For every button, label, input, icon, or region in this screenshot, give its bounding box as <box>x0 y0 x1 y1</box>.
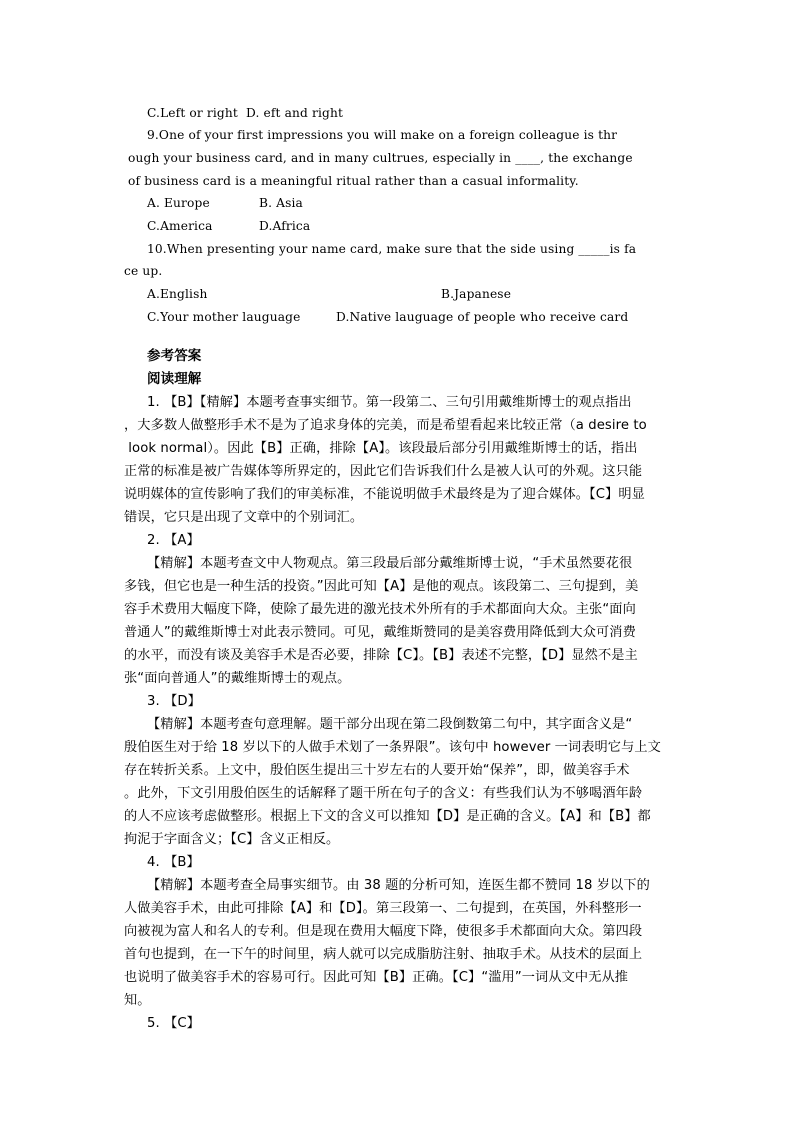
q9-line-3: of business card is a meaningful ritual rather than a casual informality. <box>124 174 579 188</box>
q9-option-d: D.Africa <box>259 219 311 233</box>
q10-line-1: 10.When presenting your name card, make sure that the side using _____is fa <box>147 242 637 256</box>
answer-1-line: 1. 【B】【精解】本题考查事实细节。第一段第二、三句引用戴维斯博士的观点指出 <box>147 395 632 410</box>
answer-3-line: 存在转折关系。上文中，殷伯医生提出三十岁左右的人要开始“保养”，即，做美容手术 <box>124 763 630 778</box>
q9-option-a: A. Europe <box>147 196 210 210</box>
answer-2-line: 多钱，但它也是一种生活的投资。”因此可知【A】是他的观点。该段第二、三句提到，美 <box>124 579 639 594</box>
answer-1-line: 正常的标准是被广告媒体等所界定的，因此它们告诉我们什么是被人认可的外观。这只能 <box>124 464 643 479</box>
answer-1-line: 错误，它只是出现了文章中的个别词汇。 <box>124 510 364 525</box>
answer-2-line: 普通人”的戴维斯博士对此表示赞同。可见，戴维斯赞同的是美容费用降低到大众可消费 <box>124 625 636 640</box>
q10-line-2: ce up. <box>124 264 163 278</box>
answer-1-line: look normal）。因此【B】正确，排除【A】。该段最后部分引用戴维斯博士的话，指出 <box>124 441 638 456</box>
answer-2-line: 的水平，而没有谈及美容手术是否必要，排除【C】。【B】表述不完整，【D】显然不是主 <box>124 648 638 663</box>
answer-5-heading: 5. 【C】 <box>147 1016 200 1031</box>
answer-4-line: 【精解】本题考查全局事实细节。由 38 题的分析可知，连医生都不赞同 18 岁以下的 <box>147 878 650 893</box>
answer-1-line: ，大多数人做整形手术不是为了追求身体的完美，而是希望看起来比较正常（a desire to <box>124 418 647 433</box>
answer-1-line: 说明媒体的宣传影响了我们的审美标准，不能说明做手术最终是为了迎合媒体。【C】明显 <box>124 487 645 502</box>
answer-4-heading: 4. 【B】 <box>147 855 200 870</box>
answer-4-line: 也说明了做美容手术的容易可行。因此可知【B】正确。【C】“滥用”一词从文中无从推 <box>124 970 629 985</box>
q8-options: C.Left or right D. eft and right <box>147 106 344 120</box>
answer-2-heading: 2. 【A】 <box>147 533 200 548</box>
answer-4-line: 向被视为富人和名人的专利。但是现在费用大幅度下降，使很多手术都面向大众。第四段 <box>124 924 643 939</box>
reading-section-heading: 阅读理解 <box>147 371 202 387</box>
answers-heading: 参考答案 <box>147 348 202 364</box>
q9-line-1: 9.One of your first impressions you will make on a foreign colleague is thr <box>147 128 618 142</box>
q10-option-d: D.Native lauguage of people who receive card <box>336 310 629 324</box>
q10-option-b: B.Japanese <box>441 287 512 301</box>
answer-3-line: 殷伯医生对于给 18 岁以下的人做手术划了一条界限”。该句中 however 一词表明它与上文 <box>124 740 661 755</box>
q9-option-b: B. Asia <box>259 196 303 210</box>
q9-option-c: C.America <box>147 219 213 233</box>
q10-option-c: C.Your mother lauguage <box>147 310 301 324</box>
q9-line-2: ough your business card, and in many cultrues, especially in ____, the exchange <box>128 151 633 165</box>
answer-3-line: 【精解】本题考查句意理解。题干部分出现在第二段倒数第二句中，其字面含义是“ <box>147 717 633 732</box>
answer-4-line: 人做美容手术，由此可排除【A】和【D】。第三段第一、二句提到，在英国，外科整形一 <box>124 901 642 916</box>
q10-option-a: A.English <box>147 287 208 301</box>
answer-3-line: 。此外，下文引用殷伯医生的话解释了题干所在句子的含义：有些我们认为不够喝酒年龄 <box>124 786 643 801</box>
answer-4-line: 首句也提到，在一下午的时间里，病人就可以完成脂肪注射、抽取手术。从技术的层面上 <box>124 947 643 962</box>
answer-2-line: 容手术费用大幅度下降，使除了最先进的激光技术外所有的手术都面向大众。主张“面向 <box>124 602 636 617</box>
answer-4-line: 知。 <box>124 993 151 1008</box>
answer-2-line: 【精解】本题考查文中人物观点。第三段最后部分戴维斯博士说，“手术虽然要花很 <box>147 556 633 571</box>
answer-2-line: 张“面向普通人”的戴维斯博士的观点。 <box>124 671 351 686</box>
answer-3-line: 的人不应该考虑做整形。根据上下文的含义可以推知【D】是正确的含义。【A】和【B】都 <box>124 809 651 824</box>
answer-3-line: 拘泥于字面含义；【C】含义正相反。 <box>124 832 340 847</box>
answer-3-heading: 3. 【D】 <box>147 694 201 709</box>
